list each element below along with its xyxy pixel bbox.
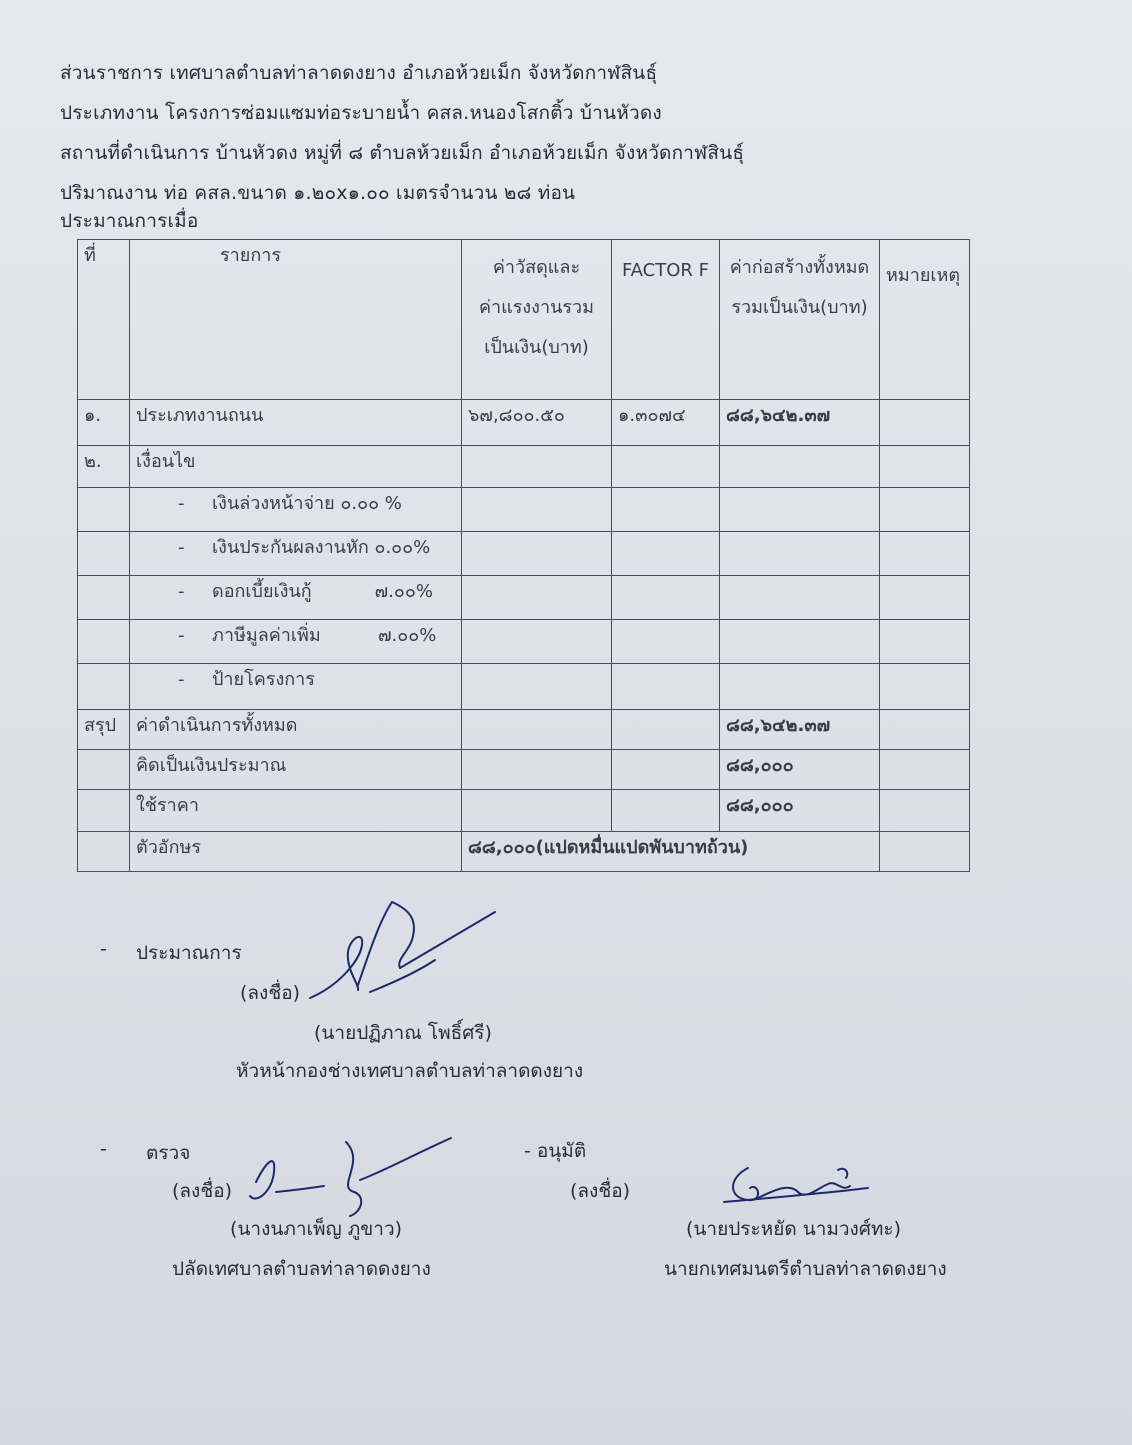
checker-position: ปลัดเทศบาลตำบลท่าลาดดงยาง	[172, 1258, 431, 1280]
header-factor: FACTOR F	[612, 240, 720, 400]
header-remark: หมายเหตุ	[880, 240, 970, 400]
summary-approx-value: ๘๘,๐๐๐	[720, 750, 880, 790]
table-row	[78, 446, 970, 488]
row-item: ประเภทงานถนน	[130, 400, 462, 446]
checker-sign-label: (ลงชื่อ)	[172, 1180, 233, 1202]
header-total: ค่าก่อสร้างทั้งหมดรวมเป็นเงิน(บาท)	[720, 240, 880, 400]
summary-approx-label: คิดเป็นเงินประมาณ	[130, 750, 462, 790]
condition-dash: -	[178, 625, 185, 646]
summary-text-row	[78, 832, 970, 872]
estimate-table	[77, 239, 970, 872]
estimator-signature	[300, 890, 500, 1010]
header-location: สถานที่ดำเนินการ บ้านหัวดง หมู่ที่ ๘ ตำบลห้วยเม็ก อำเภอห้วยเม็ก จังหวัดกาฬสินธุ์	[60, 142, 745, 164]
estimator-name: (นายปฏิภาณ โพธิ์ศรี)	[314, 1022, 492, 1044]
estimator-dash: -	[100, 938, 107, 960]
checker-signature	[236, 1132, 466, 1222]
table-header-row	[78, 240, 970, 400]
row-total: ๘๘,๖๔๒.๓๗	[720, 400, 880, 446]
condition-row	[78, 664, 970, 710]
condition-dash: -	[178, 669, 185, 690]
header-quantity: ปริมาณงาน ท่อ คสล.ขนาด ๑.๒๐x๑.๐๐ เมตรจำนวน ๒๘ ท่อน	[60, 182, 576, 204]
condition-label: เงินล่วงหน้าจ่าย ๐.๐๐ %	[212, 493, 402, 514]
row-no: ๒.	[78, 446, 130, 488]
estimator-position: หัวหน้ากองช่างเทศบาลตำบลท่าลาดดงยาง	[236, 1060, 584, 1082]
header-item: รายการ	[130, 240, 462, 400]
row-factor: ๑.๓๐๗๔	[612, 400, 720, 446]
approver-name: (นายประหยัด นามวงศ์ทะ)	[686, 1218, 902, 1240]
header-estimate-date: ประมาณการเมื่อ	[60, 210, 199, 232]
summary-price-row	[78, 790, 970, 832]
table-row	[78, 400, 970, 446]
summary-total-label: ค่าดำเนินการทั้งหมด	[130, 710, 462, 750]
summary-price-value: ๘๘,๐๐๐	[720, 790, 880, 832]
header-no: ที่	[78, 240, 130, 400]
row-item: เงื่อนไข	[130, 446, 462, 488]
condition-row	[78, 488, 970, 532]
row-remark	[880, 400, 970, 446]
summary-text-value: ๘๘,๐๐๐(แปดหมื่นแปดพันบาทถ้วน)	[462, 832, 880, 872]
condition-dash: -	[178, 581, 185, 602]
condition-label: เงินประกันผลงานหัก ๐.๐๐%	[212, 537, 431, 558]
approver-sign-label: (ลงชื่อ)	[570, 1180, 631, 1202]
summary-total-value: ๘๘,๖๔๒.๓๗	[720, 710, 880, 750]
approver-signature	[718, 1158, 878, 1218]
row-no: ๑.	[78, 400, 130, 446]
header-cost: ค่าวัสดุและค่าแรงงานรวมเป็นเงิน(บาท)	[462, 240, 612, 400]
header-agency: ส่วนราชการ เทศบาลตำบลท่าลาดดงยาง อำเภอห้วยเม็ก จังหวัดกาฬสินธุ์	[60, 62, 658, 84]
condition-label: ป้ายโครงการ	[212, 669, 315, 690]
row-cost: ๖๗,๘๐๐.๕๐	[462, 400, 612, 446]
condition-row	[78, 620, 970, 664]
condition-row	[78, 576, 970, 620]
estimator-role: ประมาณการ	[136, 942, 242, 964]
summary-text-label: ตัวอักษร	[130, 832, 462, 872]
condition-dash: -	[178, 537, 185, 558]
summary-total-row	[78, 710, 970, 750]
summary-approx-row	[78, 750, 970, 790]
condition-label: ภาษีมูลค่าเพิ่ม ๗.๐๐%	[212, 625, 437, 646]
checker-dash: -	[100, 1138, 107, 1160]
checker-role: ตรวจ	[146, 1142, 191, 1164]
header-work-type: ประเภทงาน โครงการซ่อมแซมท่อระบายน้ำ คสล.หนองโสกติ้ว บ้านหัวดง	[60, 102, 662, 124]
condition-label: ดอกเบี้ยเงินกู้ ๗.๐๐%	[212, 581, 433, 602]
approver-position: นายกเทศมนตรีตำบลท่าลาดดงยาง	[664, 1258, 947, 1280]
approver-role: - อนุมัติ	[524, 1140, 587, 1162]
estimator-sign-label: (ลงชื่อ)	[240, 982, 301, 1004]
condition-row	[78, 532, 970, 576]
condition-dash: -	[178, 493, 185, 514]
checker-name: (นางนภาเพ็ญ ภูขาว)	[230, 1218, 403, 1240]
summary-label: สรุป	[78, 710, 130, 750]
summary-price-label: ใช้ราคา	[130, 790, 462, 832]
